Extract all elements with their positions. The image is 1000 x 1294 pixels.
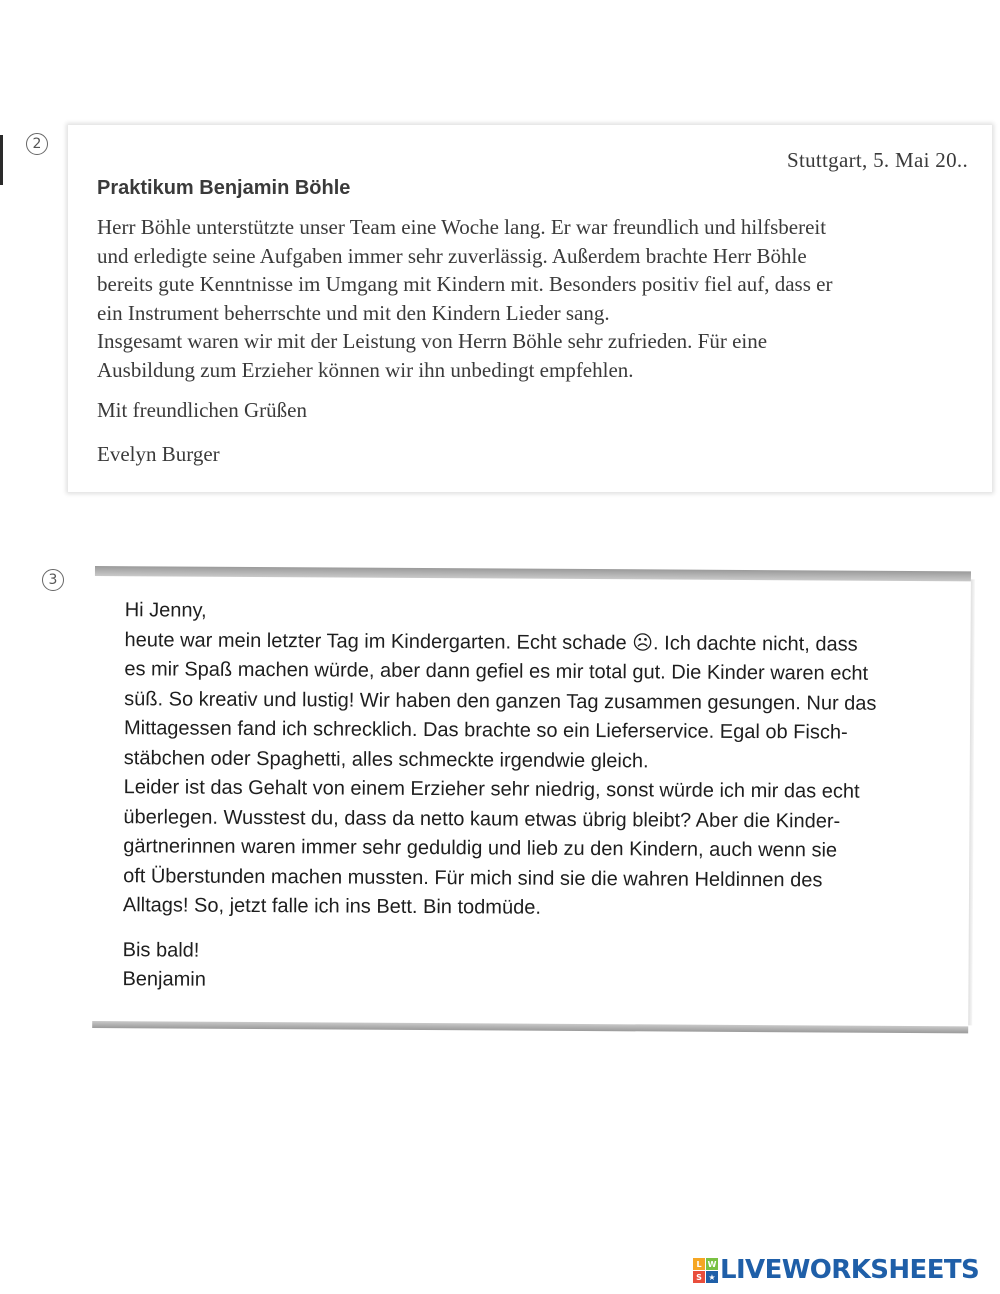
letter-closing: Bis bald! <box>122 938 200 962</box>
letter-body-line: Herr Böhle unterstützte unser Team eine Woche lang. Er war freundlich und hilfsbereit <box>97 215 827 239</box>
letter-body-line: überlegen. Wusstest du, dass da netto kaum etwas übrig bleibt? Aber die Kinder- <box>123 805 841 833</box>
letter-body-line: es mir Spaß machen würde, aber dann gefiel es mir total gut. Die Kinder waren echt <box>124 658 869 685</box>
letter-body-line: Insgesamt waren wir mit der Leistung von Herrn Böhle sehr zufrieden. Für eine <box>97 329 768 354</box>
informal-letter-card <box>92 566 971 1033</box>
letter-signature: Benjamin <box>122 968 206 991</box>
letter-signature: Evelyn Burger <box>97 442 220 466</box>
letter-body-line: ein Instrument beherrschte und mit den Kindern Lieder sang. <box>97 300 610 325</box>
letter-closing: Mit freundlichen Grüßen <box>97 398 307 422</box>
letter-date: Stuttgart, 5. Mai 20.. <box>786 148 968 172</box>
paper-edge <box>968 579 975 1025</box>
liveworksheets-logo-icon: L W S ★ <box>693 1258 717 1282</box>
letter-body-line: Leider ist das Gehalt von einem Erzieher sehr niedrig, sonst würde ich mir das echt <box>123 776 860 803</box>
letter-body-line: heute war mein letzter Tag im Kindergarten. Echt schade ☹. Ich dachte nicht, dass <box>124 628 858 656</box>
section-number-2: 2 <box>26 133 48 155</box>
letter-body-line: Alltags! So, jetzt falle ich ins Bett. Bin todmüde. <box>122 894 541 919</box>
letter-body-line: Mittagessen fand ich schrecklich. Das brachte so ein Lieferservice. Egal ob Fisch- <box>123 717 848 744</box>
letter-body-line: bereits gute Kenntnisse im Umgang mit Kindern mit. Besonders positiv fiel auf, dass er <box>97 272 833 297</box>
letter-body <box>97 213 977 385</box>
liveworksheets-logo[interactable] <box>693 1255 979 1285</box>
letter-body-line: oft Überstunden machen mussten. Für mich sind sie die wahren Heldinnen des <box>123 864 823 891</box>
letter-body-line: Ausbildung zum Erzieher können wir ihn unbedingt empfehlen. <box>97 357 634 382</box>
formal-letter-card <box>68 125 992 492</box>
letter-title: Praktikum Benjamin Böhle <box>97 177 351 199</box>
informal-letter-text <box>122 596 954 1000</box>
letter-greeting: Hi Jenny, <box>124 599 207 622</box>
letter-body-line: und erledigte seine Aufgaben immer sehr zuverlässig. Außerdem brachte Herr Böhle <box>97 243 807 268</box>
margin-mark <box>0 135 3 185</box>
letter-body-line: stäbchen oder Spaghetti, alles schmeckte irgendwie gleich. <box>123 746 649 772</box>
logo-text: LIVEWORKSHEETS <box>720 1255 980 1285</box>
letter-body-line: gärtnerinnen waren immer sehr geduldig und lieb zu den Kindern, auch wenn sie <box>123 835 838 862</box>
section-number-3: 3 <box>42 569 64 591</box>
letter-body-line: süß. So kreativ und lustig! Wir haben den ganzen Tag zusammen gesungen. Nur das <box>124 687 877 715</box>
